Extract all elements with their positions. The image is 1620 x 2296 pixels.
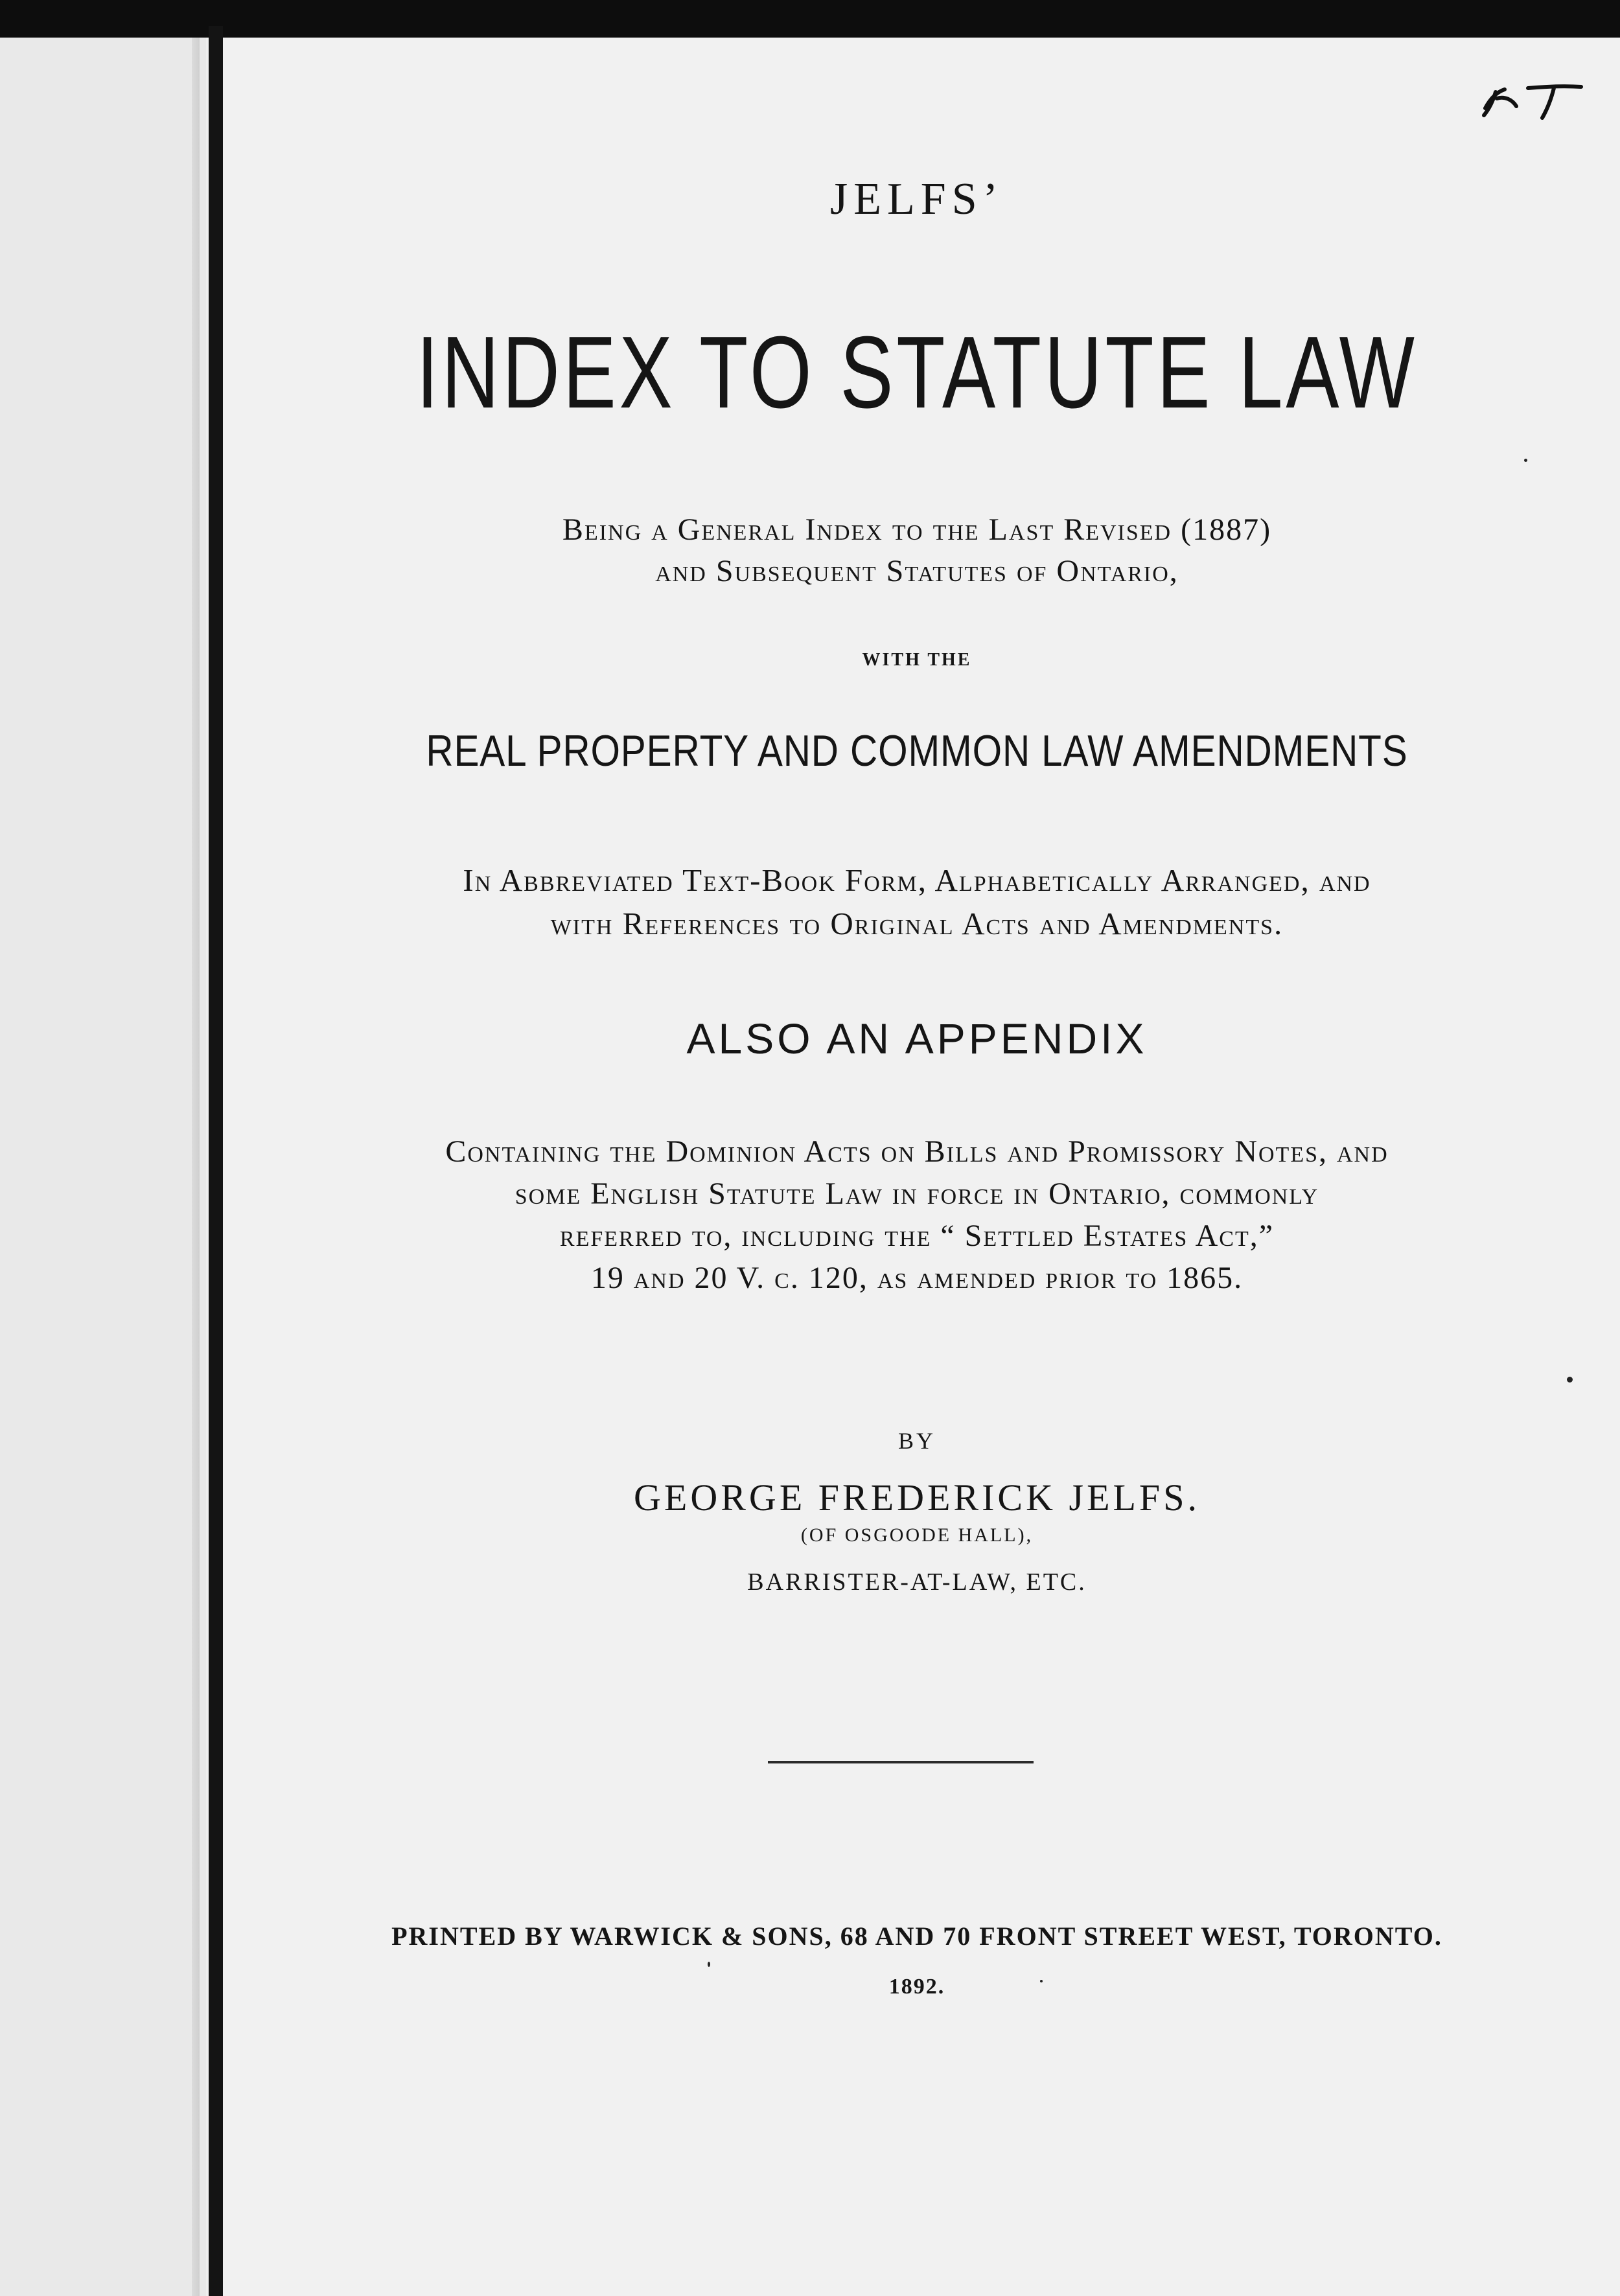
book-gutter	[209, 26, 223, 2296]
author-title: BARRISTER-AT-LAW, ETC.	[747, 1568, 1087, 1596]
publication-year: 1892.	[888, 1975, 945, 1999]
subtitle-line-2: and Subsequent Statutes of Ontario,	[655, 554, 1179, 588]
scan-speck	[708, 1962, 710, 1967]
subtitle-line-1: Being a General Index to the Last Revised (1887)	[562, 512, 1272, 547]
scan-speck	[1040, 1980, 1043, 1982]
decorative-rule	[768, 1761, 1034, 1763]
appendix-description-line-2: some English Statute Law in force in Ontario, commonly	[515, 1177, 1319, 1211]
left-page-edge	[192, 38, 200, 2296]
handwritten-rt-mark	[1471, 73, 1601, 131]
appendix-description-line-1: Containing the Dominion Acts on Bills and Promissory Notes, and	[445, 1134, 1389, 1169]
author-affiliation: (OF OSGOODE HALL),	[800, 1524, 1034, 1546]
scan-speck	[1524, 459, 1527, 462]
amendments-heading: REAL PROPERTY AND COMMON LAW AMENDMENTS	[426, 726, 1408, 775]
form-description-line-1: In Abbreviated Text-Book Form, Alphabetically Arranged, and	[463, 862, 1371, 898]
appendix-heading: ALSO AN APPENDIX	[686, 1015, 1148, 1062]
appendix-description-line-3: referred to, including the “ Settled Estates Act,”	[559, 1219, 1275, 1253]
main-title: INDEX TO STATUTE LAW	[416, 316, 1418, 430]
scan-speck	[1567, 1377, 1573, 1383]
appendix-description-line-4: 19 and 20 V. c. 120, as amended prior to 1865.	[590, 1261, 1244, 1295]
scan-top-border	[0, 0, 1620, 38]
form-description-line-2: with References to Original Acts and Amendments.	[550, 906, 1284, 941]
left-page	[0, 38, 206, 2296]
by-label: BY	[897, 1428, 936, 1454]
printer-imprint: PRINTED BY WARWICK & SONS, 68 AND 70 FRONT STREET WEST, TORONTO.	[391, 1922, 1442, 1951]
with-the-connector: WITH THE	[862, 650, 972, 670]
author-name: GEORGE FREDERICK JELFS.	[634, 1476, 1200, 1519]
author-possessive: JELFS’	[830, 174, 1004, 224]
